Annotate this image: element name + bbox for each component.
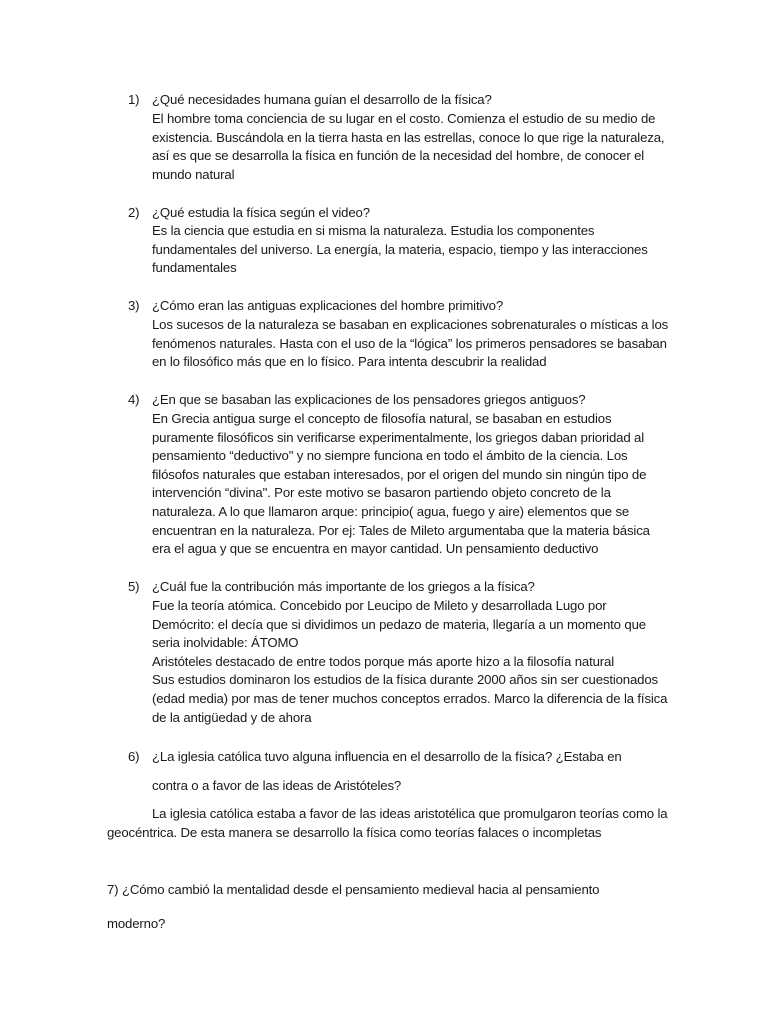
question-number: 3)	[128, 298, 140, 313]
answer-line: En Grecia antigua surge el concepto de filosofía natural, se basaban en estudios	[152, 411, 612, 426]
question-number: 6)	[128, 749, 140, 764]
answer-line: intervención “divina". Por este motivo se basaron partiendo objeto concreto de la	[152, 485, 611, 501]
answer-line: Fue la teoría atómica. Concebido por Leucipo de Mileto y desarrollada Lugo por	[152, 598, 607, 613]
answer-1	[152, 110, 672, 184]
answer-6-line-2: geocéntrica. De esta manera se desarrollo la física como teorías falaces o incompletas	[107, 825, 602, 840]
answer-line: seria inolvidable: ÁTOMO	[152, 635, 299, 651]
answer-line: fundamentales	[152, 260, 237, 276]
answer-line: mundo natural	[152, 166, 235, 182]
question-text: ¿Qué necesidades humana guían el desarrollo de la física?	[152, 92, 492, 107]
question-number: 5)	[128, 579, 140, 594]
answer-line: era el agua y que se encuentra en mayor cantidad. Un pensamiento deductivo	[152, 541, 599, 557]
question-text: ¿Cómo eran las antiguas explicaciones del hombre primitivo?	[152, 298, 504, 313]
answer-5	[152, 597, 672, 727]
answer-line: fundamentales del universo. La energía, la materia, espacio, tiempo y las interacciones	[152, 241, 648, 257]
answer-line: (edad media) por mas de tener muchos conceptos errados. Marco la diferencia de la física	[152, 690, 668, 706]
answer-line: existencia. Buscándola en la tierra hasta en las estrellas, conoce lo que rige la naturaleza,	[152, 129, 665, 145]
answer-line: naturaleza. A lo que llamaron arque: principio( agua, fuego y aire) elementos que se	[152, 503, 630, 519]
answer-line: Sus estudios dominaron los estudios de la física durante 2000 años sin ser cuestionados	[152, 672, 658, 688]
answer-line: en lo filosófico más que en lo físico. Para intenta descubrir la realidad	[152, 354, 547, 370]
answer-line: fenómenos naturales. Hasta con el uso de la “lógica” los primeros pensadores se basaban	[152, 335, 667, 351]
answer-line: filósofos naturales que estaban interesados, por el origen del mundo sin ningún tipo de	[152, 466, 647, 482]
answer-3	[152, 316, 672, 372]
question-text: ¿La iglesia católica tuvo alguna influencia en el desarrollo de la física? ¿Estaba en	[152, 749, 622, 764]
answer-line: Aristóteles destacado de entre todos porque más aporte hizo a la filosofía natural	[152, 653, 615, 669]
answer-line: así es que se desarrolla la física en función de la necesidad del hombre, de conocer el	[152, 148, 645, 164]
question-number: 1)	[128, 92, 140, 107]
answer-line: El hombre toma conciencia de su lugar en el costo. Comienza el estudio de su medio de	[152, 111, 656, 126]
answer-line: puramente filosóficos sin verificarse experimentalmente, los griegos daban prioridad al	[152, 429, 644, 445]
answer-line: pensamiento “deductivo" y no siempre funciona en todo el ámbito de la ciencia. Los	[152, 448, 628, 464]
answer-6-line-1: La iglesia católica estaba a favor de las ideas aristotélica que promulgaron teorías como la	[152, 806, 668, 821]
answer-line: Los sucesos de la naturaleza se basaban en explicaciones sobrenaturales o místicas a los	[152, 317, 669, 332]
question-6-continuation: contra o a favor de las ideas de Aristóteles?	[152, 778, 402, 793]
question-7-continuation: moderno?	[107, 916, 166, 931]
answer-line: Demócrito: el decía que si dividimos un pedazo de materia, llegaría a un momento que	[152, 616, 646, 632]
question-7: 7) ¿Cómo cambió la mentalidad desde el pensamiento medieval hacia al pensamiento	[107, 882, 600, 897]
answer-line: encuentran en la naturaleza. Por ej: Tales de Mileto argumentaba que la materia básica	[152, 522, 650, 538]
question-number: 4)	[128, 392, 140, 407]
question-text: ¿Cuál fue la contribución más importante de los griegos a la física?	[152, 579, 535, 594]
answer-line: Es la ciencia que estudia en si misma la naturaleza. Estudia los componentes	[152, 223, 595, 238]
answer-line: de la antigüedad y de ahora	[152, 709, 312, 725]
answer-4	[152, 410, 672, 559]
question-text: ¿En que se basaban las explicaciones de los pensadores griegos antiguos?	[152, 392, 586, 407]
answer-2	[152, 222, 672, 278]
question-text: ¿Qué estudia la física según el video?	[152, 205, 370, 220]
question-number: 2)	[128, 205, 140, 220]
